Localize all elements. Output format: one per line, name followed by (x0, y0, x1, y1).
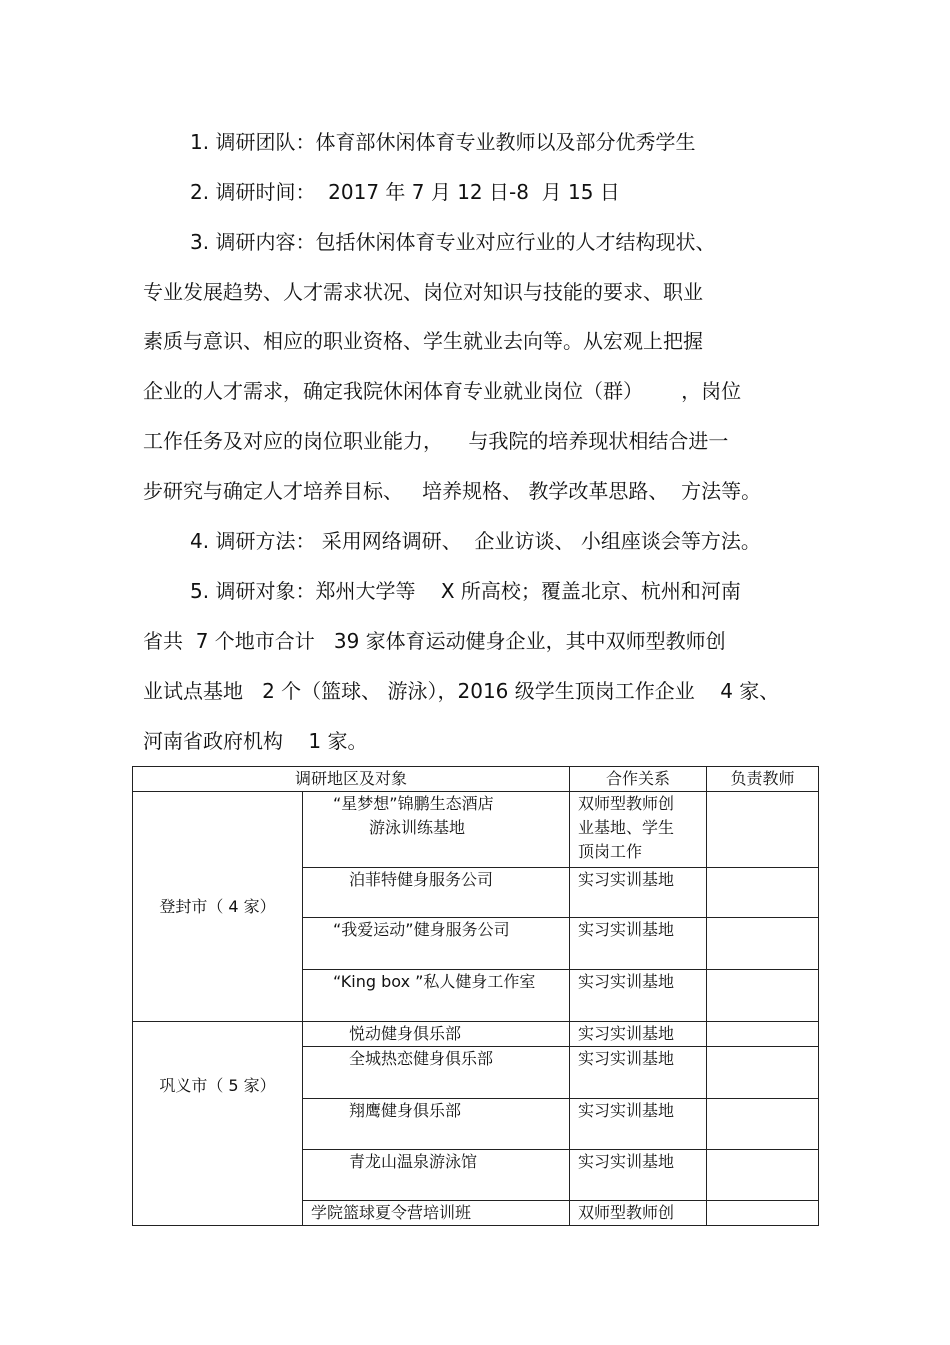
relation-cell: 实习实训基地 (570, 1099, 707, 1150)
relation-cell: 双师型教师创 业基地、学生 顶岗工作 (570, 792, 707, 868)
teacher-cell (707, 1201, 819, 1226)
relation-cell: 实习实训基地 (570, 868, 707, 918)
relation-cell: 实习实训基地 (570, 970, 707, 1022)
paragraph-content-line: 素质与意识、相应的职业资格、学生就业去向等。从宏观上把握 (143, 329, 703, 353)
paragraph-content-line: 3. 调研内容：包括休闲体育专业对应行业的人才结构现状、 (190, 230, 716, 254)
teacher-cell (707, 1022, 819, 1047)
paragraph-time: 2. 调研时间： 2017 年 7 月 12 日-8 月 15 日 (190, 180, 620, 204)
teacher-cell (707, 792, 819, 868)
table-row (133, 792, 819, 868)
teacher-cell (707, 970, 819, 1022)
region-cell: 巩义市（ 5 家） (133, 1022, 303, 1226)
object-cell: 学院篮球夏令营培训班 (303, 1201, 570, 1226)
object-cell: 翔鹰健身俱乐部 (303, 1099, 570, 1150)
teacher-cell (707, 1150, 819, 1201)
paragraph-method: 4. 调研方法： 采用网络调研、 企业访谈、 小组座谈会等方法。 (190, 529, 761, 553)
teacher-cell (707, 918, 819, 970)
paragraph-objects-line: 5. 调研对象：郑州大学等 X 所高校；覆盖北京、杭州和河南 (190, 579, 741, 603)
paragraph-content-line: 专业发展趋势、人才需求状况、岗位对知识与技能的要求、职业 (143, 280, 703, 304)
header-teacher: 负责教师 (707, 767, 819, 792)
header-region-object: 调研地区及对象 (133, 767, 570, 792)
relation-cell: 实习实训基地 (570, 918, 707, 970)
paragraph-content-line: 步研究与确定人才培养目标、 培养规格、 教学改革思路、 方法等。 (143, 479, 762, 503)
paragraph-objects-line: 业试点基地 2 个（篮球、 游泳），2016 级学生顶岗工作企业 4 家、 (143, 679, 780, 703)
header-relation: 合作关系 (570, 767, 707, 792)
object-cell: 悦动健身俱乐部 (303, 1022, 570, 1047)
region-cell: 登封市（ 4 家） (133, 792, 303, 1022)
paragraph-objects-line: 河南省政府机构 1 家。 (143, 729, 368, 753)
teacher-cell (707, 868, 819, 918)
relation-cell: 实习实训基地 (570, 1047, 707, 1099)
teacher-cell (707, 1047, 819, 1099)
teacher-cell (707, 1099, 819, 1150)
object-cell: “星梦想”锦鹏生态酒店 游泳训练基地 (303, 792, 570, 868)
object-cell: “我爱运动”健身服务公司 (303, 918, 570, 970)
paragraph-content-line: 企业的人才需求，确定我院休闲体育专业就业岗位（群） ，岗位 (143, 379, 742, 403)
object-cell: 全城热恋健身俱乐部 (303, 1047, 570, 1099)
object-cell: “King box ”私人健身工作室 (303, 970, 570, 1022)
object-cell: 泊菲特健身服务公司 (303, 868, 570, 918)
paragraph-content-line: 工作任务及对应的岗位职业能力， 与我院的培养现状相结合进一 (143, 429, 729, 453)
relation-cell: 双师型教师创 (570, 1201, 707, 1226)
paragraph-team: 1. 调研团队：体育部休闲体育专业教师以及部分优秀学生 (190, 130, 696, 154)
relation-cell: 实习实训基地 (570, 1150, 707, 1201)
object-cell: 青龙山温泉游泳馆 (303, 1150, 570, 1201)
table-row (133, 1022, 819, 1047)
relation-cell: 实习实训基地 (570, 1022, 707, 1047)
table-header-row (133, 767, 819, 792)
paragraph-objects-line: 省共 7 个地市合计 39 家体育运动健身企业，其中双师型教师创 (143, 629, 726, 653)
survey-table (132, 766, 819, 1226)
